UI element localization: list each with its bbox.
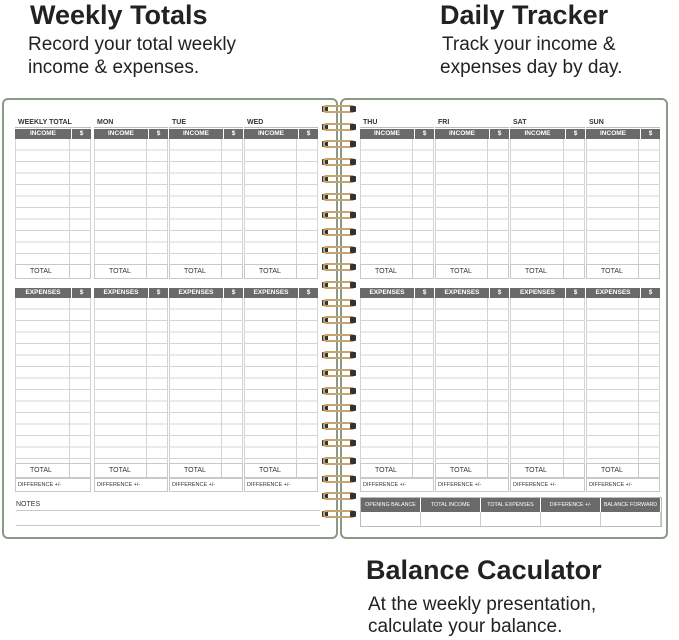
- difference-row[interactable]: DIFFERENCE +/-: [586, 478, 660, 492]
- total-label: TOTAL: [450, 268, 472, 275]
- expenses-header: [244, 288, 318, 298]
- expenses-lines[interactable]: [435, 298, 509, 463]
- total-label: TOTAL: [30, 268, 52, 275]
- spiral-ring: [320, 245, 358, 255]
- income-lines[interactable]: [435, 139, 509, 264]
- column-title: FRI: [438, 119, 450, 126]
- spiral-ring: [320, 474, 358, 484]
- spiral-ring: [320, 350, 358, 360]
- binding-hole: [350, 124, 356, 130]
- dollar-label: $: [71, 288, 91, 298]
- total-label: TOTAL: [184, 467, 206, 474]
- weekly-totals-title: Weekly Totals: [30, 0, 208, 30]
- balance-header-cell: OPENING BALANCE: [361, 498, 421, 512]
- expenses-lines[interactable]: [586, 298, 660, 463]
- expenses-lines[interactable]: [94, 298, 168, 463]
- expenses-header: [586, 288, 660, 298]
- expenses-lines[interactable]: [360, 298, 434, 463]
- income-total-row[interactable]: [435, 264, 509, 279]
- income-total-row[interactable]: [586, 264, 660, 279]
- difference-row[interactable]: DIFFERENCE +/-: [360, 478, 434, 492]
- balance-calculator-desc-2: calculate your balance.: [368, 616, 563, 637]
- binding-hole: [350, 476, 356, 482]
- column-title-line: [94, 127, 168, 128]
- income-header: [435, 129, 509, 139]
- expenses-header: [510, 288, 585, 298]
- spiral-ring: [320, 192, 358, 202]
- spiral-ring: [320, 438, 358, 448]
- binding-hole: [350, 317, 356, 323]
- spiral-ring: [320, 122, 358, 132]
- income-total-row[interactable]: [244, 264, 318, 279]
- income-lines[interactable]: [586, 139, 660, 264]
- binding-hole: [350, 423, 356, 429]
- income-header: [360, 129, 434, 139]
- column-title: WEEKLY TOTAL: [18, 119, 72, 126]
- expenses-header: [169, 288, 243, 298]
- planner-column: [15, 100, 91, 500]
- binding-hole: [350, 264, 356, 270]
- difference-row[interactable]: DIFFERENCE +/-: [169, 478, 243, 492]
- balance-header-cell: TOTAL INCOME: [421, 498, 481, 512]
- daily-tracker-desc-2: expenses day by day.: [440, 57, 623, 78]
- spiral-ring: [320, 403, 358, 413]
- expenses-header: [435, 288, 509, 298]
- spiral-ring: [320, 333, 358, 343]
- spiral-ring: [320, 491, 358, 501]
- spiral-ring: [320, 210, 358, 220]
- income-label: INCOME: [449, 130, 475, 137]
- dollar-label: $: [298, 288, 318, 298]
- dollar-label: $: [71, 129, 91, 139]
- expenses-lines[interactable]: [244, 298, 318, 463]
- balance-value-cell[interactable]: [601, 512, 661, 526]
- difference-row[interactable]: DIFFERENCE +/-: [244, 478, 318, 492]
- balance-value-cell[interactable]: [541, 512, 601, 526]
- binding-hole: [350, 176, 356, 182]
- expenses-label: EXPENSES: [25, 289, 61, 296]
- binding-hole: [350, 300, 356, 306]
- dollar-label: $: [223, 129, 243, 139]
- dollar-label: $: [414, 288, 434, 298]
- total-label: TOTAL: [450, 467, 472, 474]
- spiral-ring: [320, 509, 358, 519]
- income-lines[interactable]: [169, 139, 243, 264]
- income-lines[interactable]: [15, 139, 91, 264]
- planner-column: [244, 100, 318, 500]
- income-label: INCOME: [30, 130, 56, 137]
- income-total-row[interactable]: [15, 264, 91, 279]
- spiral-ring: [320, 421, 358, 431]
- column-title-line: [169, 127, 243, 128]
- income-lines[interactable]: [510, 139, 585, 264]
- planner-column: [586, 100, 660, 500]
- notes-line: [16, 510, 320, 511]
- expenses-lines[interactable]: [15, 298, 91, 463]
- binding-hole: [350, 352, 356, 358]
- total-label: TOTAL: [109, 268, 131, 275]
- total-label: TOTAL: [259, 467, 281, 474]
- spiral-ring: [320, 174, 358, 184]
- balance-calculator-title: Balance Caculator: [366, 555, 602, 585]
- dollar-label: $: [489, 288, 509, 298]
- spiral-binding: [320, 104, 358, 524]
- planner-column: [510, 100, 585, 500]
- planner-column: [94, 100, 168, 500]
- binding-hole: [350, 493, 356, 499]
- income-label: INCOME: [600, 130, 626, 137]
- income-total-row[interactable]: [360, 264, 434, 279]
- column-title-line: [510, 127, 585, 128]
- balance-table-row: [361, 512, 661, 526]
- spiral-ring: [320, 139, 358, 149]
- binding-hole: [350, 440, 356, 446]
- planner-column: [435, 100, 509, 500]
- binding-hole: [350, 458, 356, 464]
- income-header: [510, 129, 585, 139]
- income-header: [244, 129, 318, 139]
- dollar-label: $: [148, 129, 168, 139]
- notes-line: [16, 525, 320, 526]
- dollar-label: $: [489, 129, 509, 139]
- expenses-label: EXPENSES: [253, 289, 289, 296]
- dollar-label: $: [298, 129, 318, 139]
- total-label: TOTAL: [109, 467, 131, 474]
- balance-header-cell: DIFFERENCE +/-: [541, 498, 601, 512]
- total-label: TOTAL: [375, 467, 397, 474]
- total-label: TOTAL: [525, 268, 547, 275]
- spiral-ring: [320, 262, 358, 272]
- expenses-label: EXPENSES: [595, 289, 631, 296]
- income-header: [15, 129, 91, 139]
- spiral-ring: [320, 298, 358, 308]
- total-label: TOTAL: [375, 268, 397, 275]
- binding-hole: [350, 159, 356, 165]
- difference-row[interactable]: DIFFERENCE +/-: [510, 478, 585, 492]
- income-header: [586, 129, 660, 139]
- binding-hole: [350, 247, 356, 253]
- spiral-ring: [320, 280, 358, 290]
- total-label: TOTAL: [601, 467, 623, 474]
- spiral-ring: [320, 456, 358, 466]
- expenses-total-row[interactable]: [510, 463, 585, 478]
- daily-tracker-title: Daily Tracker: [440, 0, 609, 30]
- binding-hole: [350, 141, 356, 147]
- income-label: INCOME: [258, 130, 284, 137]
- binding-hole: [350, 511, 356, 517]
- column-title: SUN: [589, 119, 604, 126]
- difference-row[interactable]: DIFFERENCE +/-: [94, 478, 168, 492]
- binding-hole: [350, 106, 356, 112]
- expenses-total-row[interactable]: [15, 463, 91, 478]
- dollar-label: $: [414, 129, 434, 139]
- total-label: TOTAL: [184, 268, 206, 275]
- spiral-ring: [320, 368, 358, 378]
- expenses-total-row[interactable]: [360, 463, 434, 478]
- income-lines[interactable]: [244, 139, 318, 264]
- binding-hole: [350, 335, 356, 341]
- expenses-lines[interactable]: [510, 298, 585, 463]
- balance-table-header: [361, 498, 661, 512]
- income-label: INCOME: [183, 130, 209, 137]
- difference-row[interactable]: DIFFERENCE +/-: [435, 478, 509, 492]
- planner-column: [360, 100, 434, 500]
- binding-hole: [350, 370, 356, 376]
- spiral-ring: [320, 386, 358, 396]
- column-title-line: [15, 127, 91, 128]
- column-title-line: [435, 127, 509, 128]
- notes-label: NOTES: [16, 501, 41, 508]
- income-total-row[interactable]: [94, 264, 168, 279]
- column-title: THU: [363, 119, 378, 126]
- column-title-line: [360, 127, 434, 128]
- binding-hole: [350, 229, 356, 235]
- balance-value-cell[interactable]: [481, 512, 541, 526]
- spiral-ring: [320, 104, 358, 114]
- dollar-label: $: [640, 288, 660, 298]
- column-title: WED: [247, 119, 264, 126]
- weekly-totals-desc-2: income & expenses.: [28, 57, 200, 78]
- expenses-header: [360, 288, 434, 298]
- total-label: TOTAL: [259, 268, 281, 275]
- balance-value-cell[interactable]: [421, 512, 481, 526]
- binding-hole: [350, 282, 356, 288]
- expenses-label: EXPENSES: [103, 289, 139, 296]
- expenses-label: EXPENSES: [519, 289, 556, 296]
- binding-hole: [350, 212, 356, 218]
- expenses-total-row[interactable]: [94, 463, 168, 478]
- expenses-total-row[interactable]: [586, 463, 660, 478]
- expenses-header: [94, 288, 168, 298]
- expenses-label: EXPENSES: [178, 289, 214, 296]
- column-title: MON: [97, 119, 114, 126]
- income-lines[interactable]: [360, 139, 434, 264]
- expenses-lines[interactable]: [169, 298, 243, 463]
- binding-hole: [350, 194, 356, 200]
- difference-row[interactable]: DIFFERENCE +/-: [15, 478, 91, 492]
- income-header: [169, 129, 243, 139]
- income-total-row[interactable]: [169, 264, 243, 279]
- binding-hole: [350, 388, 356, 394]
- daily-tracker-desc-1: Track your income &: [442, 34, 616, 55]
- income-label: INCOME: [374, 130, 400, 137]
- spiral-ring: [320, 227, 358, 237]
- left-planner-page: [2, 98, 338, 539]
- balance-header-cell: BALANCE FORWARD: [601, 498, 661, 512]
- balance-header-cell: TOTAL EXPENSES: [481, 498, 541, 512]
- income-header: [94, 129, 168, 139]
- column-title: SAT: [513, 119, 527, 126]
- income-lines[interactable]: [94, 139, 168, 264]
- balance-value-cell[interactable]: [361, 512, 421, 526]
- expenses-total-row[interactable]: [169, 463, 243, 478]
- dollar-label: $: [565, 288, 585, 298]
- spiral-ring: [320, 157, 358, 167]
- column-title: TUE: [172, 119, 186, 126]
- dollar-label: $: [565, 129, 585, 139]
- expenses-label: EXPENSES: [369, 289, 405, 296]
- spiral-ring: [320, 315, 358, 325]
- planner-column: [169, 100, 243, 500]
- column-title-line: [586, 127, 660, 128]
- total-label: TOTAL: [30, 467, 52, 474]
- dollar-label: $: [640, 129, 660, 139]
- expenses-total-row[interactable]: [244, 463, 318, 478]
- expenses-total-row[interactable]: [435, 463, 509, 478]
- dollar-label: $: [148, 288, 168, 298]
- total-label: TOTAL: [525, 467, 547, 474]
- income-label: INCOME: [108, 130, 134, 137]
- income-total-row[interactable]: [510, 264, 585, 279]
- column-title-line: [244, 127, 318, 128]
- expenses-label: EXPENSES: [444, 289, 480, 296]
- right-planner-page: [340, 98, 668, 539]
- balance-calculator-desc-1: At the weekly presentation,: [368, 594, 597, 615]
- income-label: INCOME: [524, 130, 551, 137]
- balance-table: [360, 497, 662, 527]
- expenses-header: [15, 288, 91, 298]
- dollar-label: $: [223, 288, 243, 298]
- weekly-totals-desc-1: Record your total weekly: [28, 34, 237, 55]
- binding-hole: [350, 405, 356, 411]
- total-label: TOTAL: [601, 268, 623, 275]
